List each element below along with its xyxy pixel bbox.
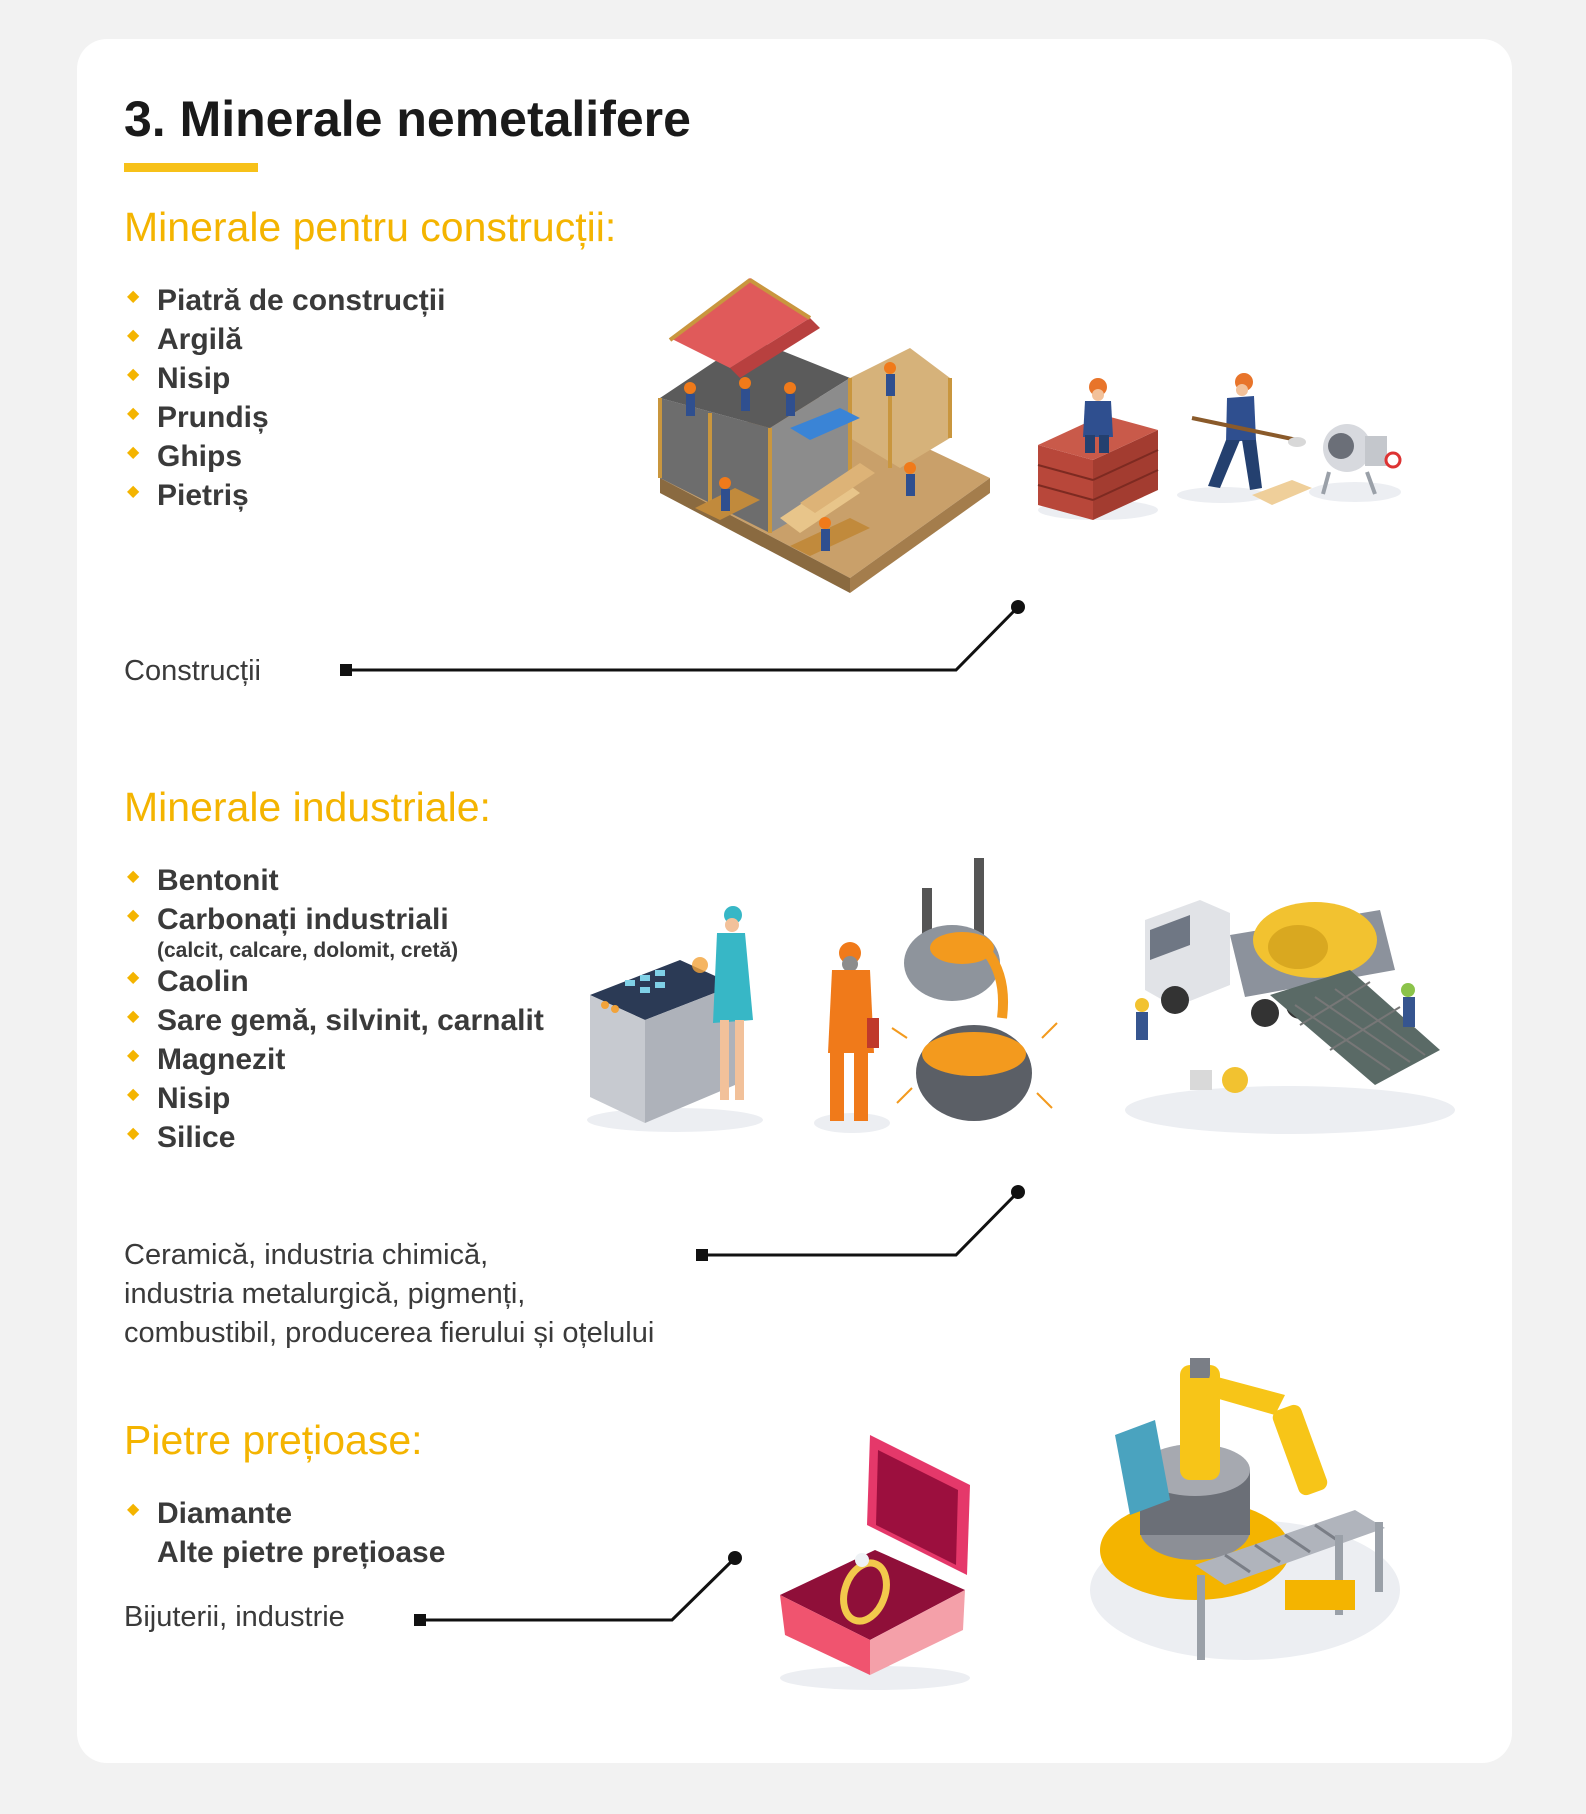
list-item: ◆ Argilă <box>127 323 243 356</box>
ring-box-icon <box>775 1430 975 1695</box>
bullet-icon: ◆ <box>127 288 140 305</box>
bricklayer-icon <box>1033 375 1163 525</box>
usage-label-industrial <box>124 1236 654 1353</box>
sand-shoveling-icon <box>1172 370 1312 510</box>
usage-label-gems: Bijuterii, industrie <box>124 1601 345 1633</box>
industrial-minerals-list <box>124 861 544 1157</box>
house-construction-icon <box>650 278 1010 623</box>
bullet-icon: ◆ <box>127 405 140 422</box>
robotic-arm-icon <box>1085 1350 1410 1680</box>
list-item: ◆ Diamante <box>127 1497 293 1530</box>
usage-line: combustibil, producerea fierului și oțelului <box>124 1317 655 1349</box>
list-item: ◆ Prundiș <box>127 401 269 434</box>
list-item: ◆ Pietriș <box>127 479 249 512</box>
bullet-icon: ◆ <box>127 1008 140 1025</box>
bullet-icon: ◆ <box>127 327 140 344</box>
bullet-icon: ◆ <box>127 483 140 500</box>
bullet-icon: ◆ <box>127 868 140 885</box>
list-item: ◆ Carbonați industriali (calcit, calcare, dolomit, cretă) <box>124 900 544 962</box>
bullet-icon: ◆ <box>127 969 140 986</box>
cement-mixer-icon <box>1305 410 1405 505</box>
section-heading-industrial: Minerale industriale: <box>124 784 491 830</box>
usage-line: industria metalurgică, pigmenți, <box>124 1278 526 1310</box>
usage-line: Ceramică, industria chimică, <box>124 1239 489 1271</box>
connector-gems <box>414 1551 742 1626</box>
list-item: ◆ Magnezit <box>127 1043 286 1076</box>
list-item: ◆ Caolin <box>127 965 249 998</box>
bullet-icon: ◆ <box>127 1125 140 1142</box>
list-item-note: (calcit, calcare, dolomit, cretă) <box>157 939 459 962</box>
list-item: ◆ Piatră de construcții <box>127 284 446 317</box>
bullet-icon: ◆ <box>127 1047 140 1064</box>
section-heading-construction: Minerale pentru construcții: <box>124 204 617 250</box>
bullet-icon: ◆ <box>127 444 140 461</box>
steel-foundry-icon <box>812 858 1062 1143</box>
bullet-icon: ◆ <box>127 366 140 383</box>
list-item: ◆ Ghips <box>127 440 243 473</box>
list-item: ◆ Nisip <box>127 1082 231 1115</box>
list-item: ◆ Sare gemă, silvinit, carnalit <box>127 1004 544 1037</box>
list-item: ◆ Bentonit <box>127 864 279 897</box>
bullet-icon: ◆ <box>127 1501 140 1518</box>
usage-label-construction: Construcții <box>124 655 261 687</box>
section-heading-gems: Pietre prețioase: <box>124 1417 423 1463</box>
list-item <box>124 1533 445 1572</box>
list-item-extra: Alte pietre prețioase <box>157 1536 446 1569</box>
bullet-icon: ◆ <box>127 1086 140 1103</box>
list-item: ◆ Silice <box>127 1121 236 1154</box>
page-title: 3. Minerale nemetalifere <box>124 91 691 147</box>
gems-list <box>124 1494 445 1572</box>
concrete-truck-icon <box>1120 885 1460 1140</box>
laboratory-icon <box>585 905 775 1135</box>
list-item: ◆ Nisip <box>127 362 231 395</box>
connector-industrial <box>696 1185 1025 1261</box>
bullet-icon: ◆ <box>127 907 140 924</box>
